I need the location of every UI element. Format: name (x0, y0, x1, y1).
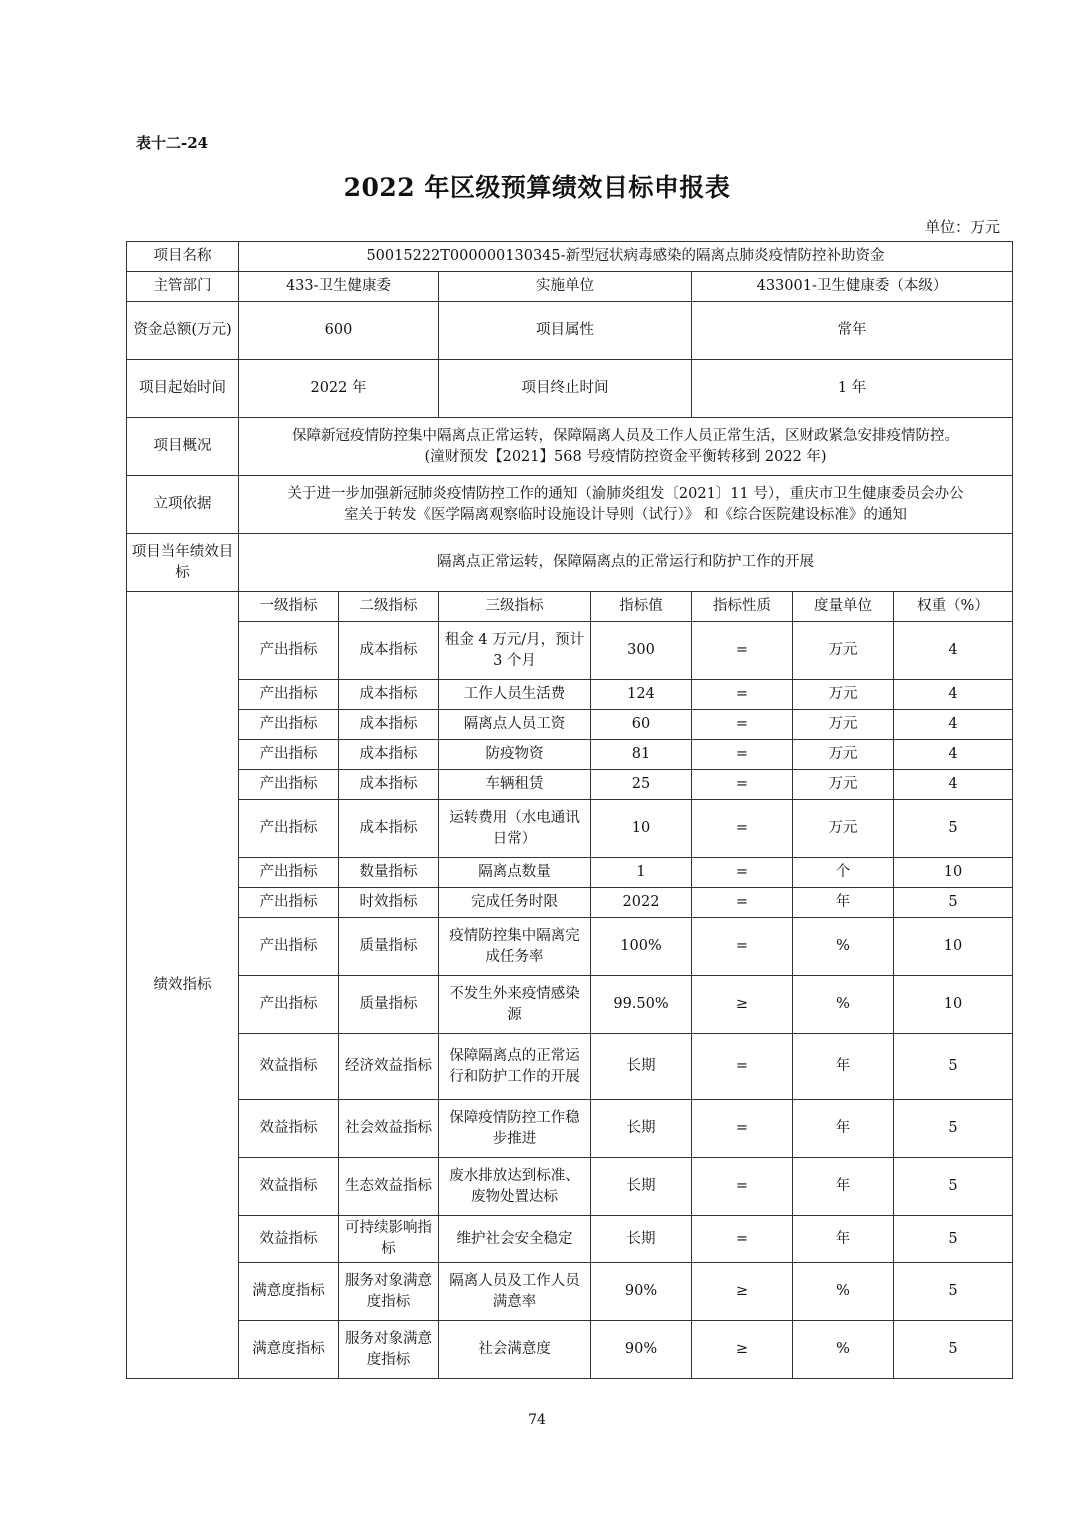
table-row (127, 622, 1013, 680)
unit-cell: % (793, 1321, 894, 1379)
indicators-section-label: 绩效指标 (127, 592, 239, 1379)
basis-value (239, 476, 1013, 534)
level1-cell: 产出指标 (239, 888, 339, 918)
table-row (127, 1158, 1013, 1216)
weight-cell: 4 (894, 740, 1013, 770)
level1-cell: 产出指标 (239, 976, 339, 1034)
overview-value (239, 418, 1013, 476)
value-cell: 300 (591, 622, 692, 680)
level2-cell: 成本指标 (339, 740, 439, 770)
table-row (127, 740, 1013, 770)
nature-cell: ≥ (692, 1321, 793, 1379)
level3-cell: 防疫物资 (439, 740, 591, 770)
unit-cell: 万元 (793, 710, 894, 740)
unit-cell: 万元 (793, 800, 894, 858)
level2-cell: 成本指标 (339, 622, 439, 680)
level1-cell: 产出指标 (239, 622, 339, 680)
level1-cell: 产出指标 (239, 680, 339, 710)
unit-cell: 万元 (793, 740, 894, 770)
goal-value: 隔离点正常运转，保障隔离点的正常运行和防护工作的开展 (239, 534, 1013, 592)
level1-cell: 满意度指标 (239, 1263, 339, 1321)
table-row (127, 976, 1013, 1034)
table-row (127, 800, 1013, 858)
level3-cell: 工作人员生活费 (439, 680, 591, 710)
unit-cell: 万元 (793, 622, 894, 680)
weight-cell: 10 (894, 918, 1013, 976)
level2-cell: 可持续影响指标 (339, 1216, 439, 1263)
level1-cell: 效益指标 (239, 1216, 339, 1263)
project-name-label: 项目名称 (127, 242, 239, 272)
attr-value: 常年 (692, 302, 1013, 360)
project-name-value: 50015222T000000130345-新型冠状病毒感染的隔离点肺炎疫情防控补助资金 (239, 242, 1013, 272)
impl-label: 实施单位 (439, 272, 692, 302)
value-cell: 长期 (591, 1034, 692, 1100)
value-cell: 99.50% (591, 976, 692, 1034)
budget-performance-table (126, 241, 1013, 1379)
level3-cell: 维护社会安全稳定 (439, 1216, 591, 1263)
level1-cell: 效益指标 (239, 1034, 339, 1100)
level2-cell: 服务对象满意度指标 (339, 1263, 439, 1321)
nature-cell: ≥ (692, 1263, 793, 1321)
level3-cell: 隔离点人员工资 (439, 710, 591, 740)
table-row (127, 1100, 1013, 1158)
level2-cell: 生态效益指标 (339, 1158, 439, 1216)
level3-cell: 车辆租赁 (439, 770, 591, 800)
level1-cell: 产出指标 (239, 918, 339, 976)
header-level2: 二级指标 (339, 592, 439, 622)
weight-cell: 5 (894, 1034, 1013, 1100)
unit-cell: % (793, 976, 894, 1034)
value-cell: 25 (591, 770, 692, 800)
funds-label: 资金总额(万元) (127, 302, 239, 360)
value-cell: 10 (591, 800, 692, 858)
dept-label: 主管部门 (127, 272, 239, 302)
nature-cell: = (692, 770, 793, 800)
nature-cell: = (692, 800, 793, 858)
weight-cell: 5 (894, 1263, 1013, 1321)
nature-cell: = (692, 1158, 793, 1216)
attr-label: 项目属性 (439, 302, 692, 360)
nature-cell: = (692, 622, 793, 680)
value-cell: 124 (591, 680, 692, 710)
value-cell: 长期 (591, 1158, 692, 1216)
level1-cell: 产出指标 (239, 770, 339, 800)
unit-cell: 年 (793, 1158, 894, 1216)
value-cell: 90% (591, 1263, 692, 1321)
level1-cell: 产出指标 (239, 710, 339, 740)
level1-cell: 满意度指标 (239, 1321, 339, 1379)
nature-cell: = (692, 710, 793, 740)
page-number: 74 (528, 1412, 546, 1428)
funds-value: 600 (239, 302, 439, 360)
level1-cell: 产出指标 (239, 858, 339, 888)
start-label: 项目起始时间 (127, 360, 239, 418)
unit-cell: 年 (793, 888, 894, 918)
level2-cell: 质量指标 (339, 976, 439, 1034)
nature-cell: = (692, 1216, 793, 1263)
weight-cell: 4 (894, 622, 1013, 680)
table-row (127, 710, 1013, 740)
nature-cell: = (692, 680, 793, 710)
value-cell: 2022 (591, 888, 692, 918)
basis-line-2: 室关于转发《医学隔离观察临时设施设计导则（试行）》 和《综合医院建设标准》的通知 (344, 506, 907, 523)
unit-label: 单位：万元 (924, 218, 1000, 236)
level3-cell: 不发生外来疫情感染源 (439, 976, 591, 1034)
weight-cell: 5 (894, 1321, 1013, 1379)
weight-cell: 5 (894, 1100, 1013, 1158)
header-unit: 度量单位 (793, 592, 894, 622)
table-row (127, 1263, 1013, 1321)
level2-cell: 服务对象满意度指标 (339, 1321, 439, 1379)
level1-cell: 效益指标 (239, 1158, 339, 1216)
header-value: 指标值 (591, 592, 692, 622)
level2-cell: 时效指标 (339, 888, 439, 918)
value-cell: 60 (591, 710, 692, 740)
header-weight: 权重（%） (894, 592, 1013, 622)
weight-cell: 5 (894, 888, 1013, 918)
header-level1: 一级指标 (239, 592, 339, 622)
basis-label: 立项依据 (127, 476, 239, 534)
weight-cell: 4 (894, 680, 1013, 710)
start-value: 2022 年 (239, 360, 439, 418)
unit-cell: 万元 (793, 680, 894, 710)
level3-cell: 隔离人员及工作人员满意率 (439, 1263, 591, 1321)
level1-cell: 产出指标 (239, 800, 339, 858)
weight-cell: 5 (894, 1216, 1013, 1263)
dept-value: 433-卫生健康委 (239, 272, 439, 302)
nature-cell: ≥ (692, 976, 793, 1034)
unit-cell: 年 (793, 1216, 894, 1263)
nature-cell: = (692, 918, 793, 976)
weight-cell: 4 (894, 710, 1013, 740)
level3-cell: 运转费用（水电通讯日常） (439, 800, 591, 858)
level3-cell: 社会满意度 (439, 1321, 591, 1379)
level3-cell: 疫情防控集中隔离完成任务率 (439, 918, 591, 976)
weight-cell: 4 (894, 770, 1013, 800)
document-title: 2022 年区级预算绩效目标申报表 (343, 173, 731, 202)
level2-cell: 成本指标 (339, 710, 439, 740)
level3-cell: 完成任务时限 (439, 888, 591, 918)
nature-cell: = (692, 888, 793, 918)
unit-cell: 个 (793, 858, 894, 888)
value-cell: 81 (591, 740, 692, 770)
level1-cell: 效益指标 (239, 1100, 339, 1158)
unit-cell: 年 (793, 1100, 894, 1158)
unit-cell: 年 (793, 1034, 894, 1100)
header-level3: 三级指标 (439, 592, 591, 622)
end-value: 1 年 (692, 360, 1013, 418)
basis-line-1: 关于进一步加强新冠肺炎疫情防控工作的通知（渝肺炎组发〔2021〕11 号），重庆市卫生健康委员会办公 (287, 485, 964, 502)
table-row (127, 918, 1013, 976)
nature-cell: = (692, 1100, 793, 1158)
overview-label: 项目概况 (127, 418, 239, 476)
table-row (127, 770, 1013, 800)
table-row (127, 680, 1013, 710)
table-row (127, 1216, 1013, 1263)
level3-cell: 隔离点数量 (439, 858, 591, 888)
value-cell: 90% (591, 1321, 692, 1379)
nature-cell: = (692, 1034, 793, 1100)
value-cell: 100% (591, 918, 692, 976)
level2-cell: 质量指标 (339, 918, 439, 976)
weight-cell: 10 (894, 858, 1013, 888)
value-cell: 长期 (591, 1100, 692, 1158)
level2-cell: 成本指标 (339, 770, 439, 800)
unit-cell: 万元 (793, 770, 894, 800)
value-cell: 长期 (591, 1216, 692, 1263)
level2-cell: 数量指标 (339, 858, 439, 888)
unit-cell: % (793, 918, 894, 976)
level3-cell: 租金 4 万元/月，预计 3 个月 (439, 622, 591, 680)
level3-cell: 废水排放达到标准、废物处置达标 (439, 1158, 591, 1216)
level1-cell: 产出指标 (239, 740, 339, 770)
weight-cell: 5 (894, 800, 1013, 858)
table-row (127, 1321, 1013, 1379)
nature-cell: = (692, 740, 793, 770)
end-label: 项目终止时间 (439, 360, 692, 418)
level3-cell: 保障隔离点的正常运行和防护工作的开展 (439, 1034, 591, 1100)
level2-cell: 成本指标 (339, 680, 439, 710)
table-row (127, 1034, 1013, 1100)
level2-cell: 社会效益指标 (339, 1100, 439, 1158)
value-cell: 1 (591, 858, 692, 888)
weight-cell: 10 (894, 976, 1013, 1034)
goal-label: 项目当年绩效目标 (127, 534, 239, 592)
impl-value: 433001-卫生健康委（本级） (692, 272, 1013, 302)
weight-cell: 5 (894, 1158, 1013, 1216)
overview-line-1: 保障新冠疫情防控集中隔离点正常运转，保障隔离人员及工作人员正常生活，区财政紧急安排疫情防控。 (292, 427, 959, 444)
table-number: 表十二-24 (136, 134, 209, 152)
header-nature: 指标性质 (692, 592, 793, 622)
unit-cell: % (793, 1263, 894, 1321)
nature-cell: = (692, 858, 793, 888)
overview-line-2: (潼财预发【2021】568 号疫情防控资金平衡转移到 2022 年) (424, 448, 827, 465)
level2-cell: 经济效益指标 (339, 1034, 439, 1100)
level3-cell: 保障疫情防控工作稳步推进 (439, 1100, 591, 1158)
level2-cell: 成本指标 (339, 800, 439, 858)
table-row (127, 888, 1013, 918)
table-row (127, 858, 1013, 888)
